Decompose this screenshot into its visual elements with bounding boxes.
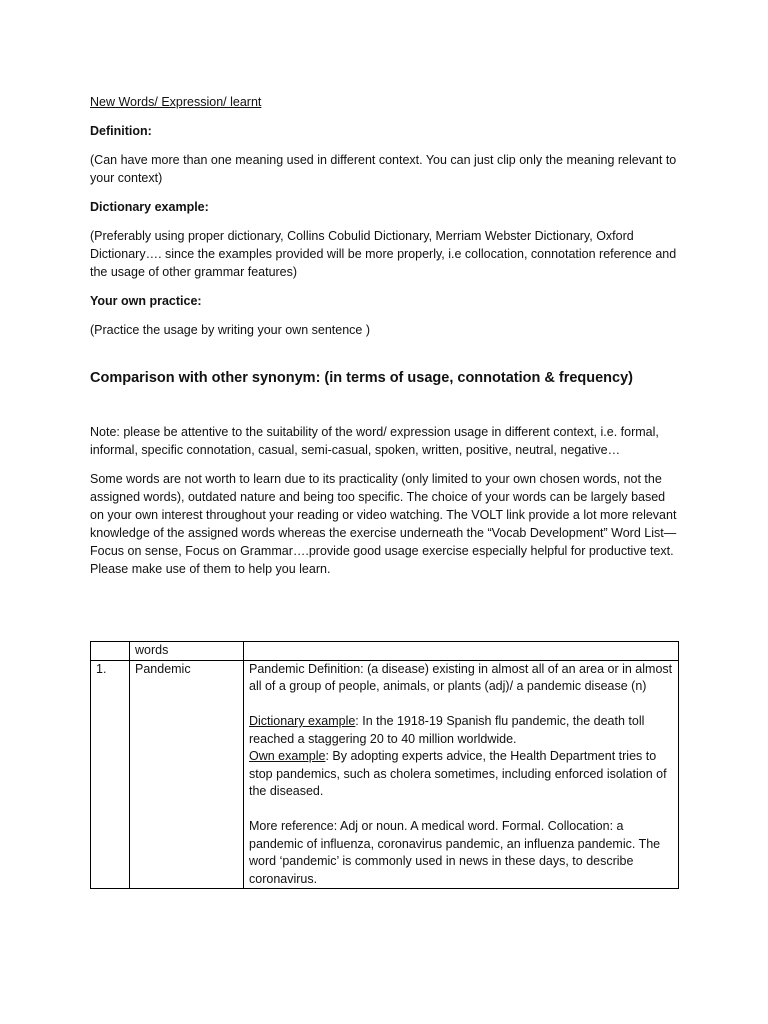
dictionary-example-text: (Preferably using proper dictionary, Collins Cobulid Dictionary, Merriam Webster Dictionary, Oxford Dictionary…. since the examples provided will be more properly, i.e collocation, connotation reference and the usage of other grammar features) bbox=[90, 229, 677, 279]
dictionary-example bbox=[249, 713, 673, 748]
own-example-sentence: : By adopting experts advice, the Health Department tries to stop pandemics, such as cholera sometimes, including enforced isolation of the diseased. bbox=[249, 749, 667, 798]
header-cell-details bbox=[244, 642, 679, 661]
header-cell-number bbox=[91, 642, 130, 661]
more-reference: More reference: Adj or noun. A medical word. Formal. Collocation: a pandemic of influenza, coronavirus pandemic, an influenza pandemic. The word ‘pandemic’ is commonly used in news in these days, to describe coronavirus. bbox=[249, 819, 661, 886]
own-example bbox=[249, 748, 673, 801]
advice-paragraph: Some words are not worth to learn due to its practicality (only limited to your own chosen words, not the assigned words), outdated nature and being too specific. The choice of your words can be largely based on your own interest throughout your reading or video watching. The VOLT link provide a lot more relevant knowledge of the assigned words whereas the exercise underneath the “Vocab Development” Word List—Focus on sense, Focus on Grammar….provide good usage exercise especially helpful for productive text. Please make use of them to help you learn. bbox=[90, 472, 677, 576]
table-header-row bbox=[91, 642, 679, 661]
vocab-table bbox=[90, 641, 679, 889]
own-example-label: Own example bbox=[249, 749, 326, 763]
document-title: New Words/ Expression/ learnt bbox=[90, 95, 262, 109]
note-paragraph: Note: please be attentive to the suitability of the word/ expression usage in different context, i.e. formal, informal, specific connotation, casual, semi-casual, spoken, written, positive, neutral, negative… bbox=[90, 425, 659, 457]
word-definition: Pandemic Definition: (a disease) existing in almost all of an area or in almost all of a group of people, animals, or plants (adj)/ a pandemic disease (n) bbox=[249, 661, 673, 693]
row-details bbox=[244, 660, 679, 889]
row-word: Pandemic bbox=[130, 660, 244, 889]
spacer bbox=[249, 801, 673, 819]
vocab-table-container bbox=[90, 641, 679, 889]
row-number: 1. bbox=[91, 660, 130, 889]
spacer bbox=[249, 696, 673, 714]
header-cell-words: words bbox=[130, 642, 244, 661]
table-row bbox=[91, 660, 679, 889]
own-practice-text: (Practice the usage by writing your own sentence ) bbox=[90, 323, 370, 337]
dictionary-example-label: Dictionary example bbox=[249, 714, 356, 728]
own-practice-label: Your own practice: bbox=[90, 294, 202, 308]
definition-text: (Can have more than one meaning used in different context. You can just clip only the meaning relevant to your context) bbox=[90, 153, 677, 185]
comparison-heading: Comparison with other synonym: (in terms of usage, connotation & frequency) bbox=[90, 370, 633, 386]
definition-label: Definition: bbox=[90, 124, 152, 138]
dictionary-example-label: Dictionary example: bbox=[90, 200, 209, 214]
document-page bbox=[90, 93, 680, 589]
dictionary-example-sentence: : In the 1918-19 Spanish flu pandemic, the death toll reached a staggering 20 to 40 million worldwide. bbox=[249, 714, 645, 746]
